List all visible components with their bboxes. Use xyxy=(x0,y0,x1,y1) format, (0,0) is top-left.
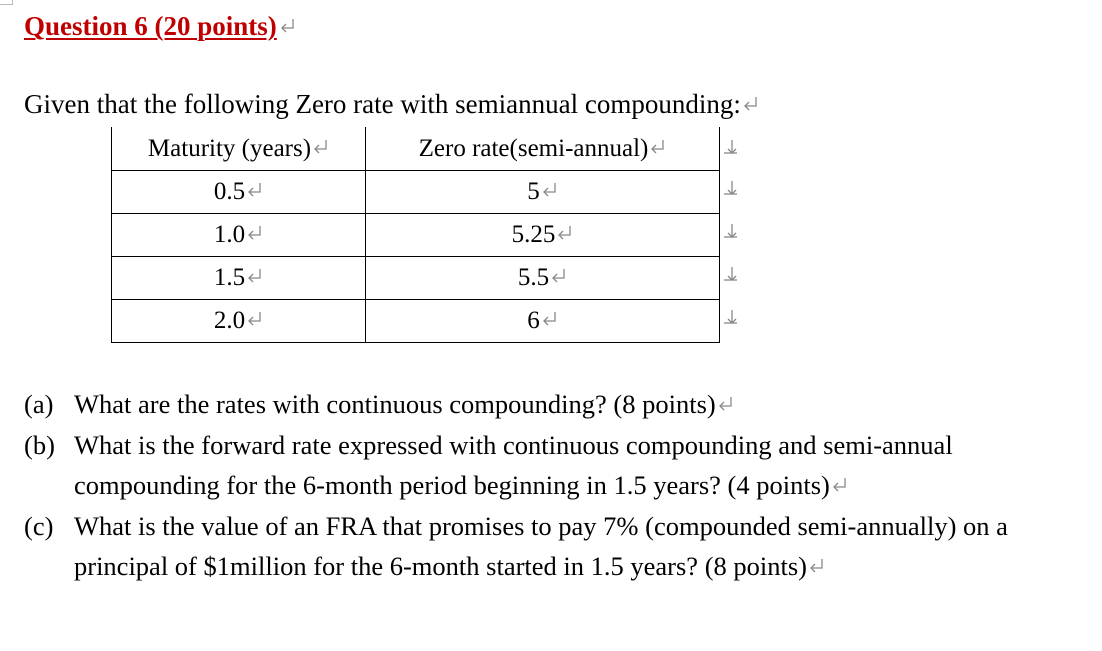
part-label: (b) xyxy=(24,429,55,460)
table-header-row xyxy=(112,127,720,171)
question-parts xyxy=(24,384,1102,587)
zero-rate-table xyxy=(111,127,720,343)
row-end-mark-icon xyxy=(722,139,739,156)
table-row xyxy=(112,214,720,257)
cell-mark-icon xyxy=(246,267,263,284)
table-row xyxy=(112,300,720,343)
part-c xyxy=(24,506,1102,587)
cell-mark-icon xyxy=(246,224,263,241)
table-row xyxy=(112,257,720,300)
question-title: Question 6 (20 points) xyxy=(24,8,296,44)
paragraph-mark-icon xyxy=(742,95,759,112)
cell-maturity: 1.5 xyxy=(112,257,366,300)
cell-maturity: 1.0 xyxy=(112,214,366,257)
cell-mark-icon xyxy=(541,181,558,198)
page-corner-mark xyxy=(0,0,13,5)
header-rate: Zero rate(semi-annual) xyxy=(366,127,720,171)
cell-rate: 5 xyxy=(366,171,720,214)
header-maturity: Maturity (years) xyxy=(112,127,366,171)
cell-mark-icon xyxy=(246,181,263,198)
cell-mark-icon xyxy=(556,224,573,241)
part-text: What is the forward rate expressed with continuous compounding and semi-annual compounding for the 6-month period beginning in 1.5 years? (4 points) xyxy=(74,429,953,500)
part-b xyxy=(24,425,1102,506)
cell-rate: 6 xyxy=(366,300,720,343)
cell-rate: 5.5 xyxy=(366,257,720,300)
cell-mark-icon xyxy=(550,267,567,284)
part-text: What are the rates with continuous compounding? (8 points) xyxy=(74,389,716,419)
row-end-mark-icon xyxy=(722,309,739,326)
intro-text: Given that the following Zero rate with semiannual compounding: xyxy=(24,86,759,122)
part-label: (c) xyxy=(24,510,54,541)
cell-mark-icon xyxy=(246,310,263,327)
paragraph-mark-icon xyxy=(279,17,296,34)
cell-maturity: 0.5 xyxy=(112,171,366,214)
row-end-mark-icon xyxy=(722,266,739,283)
cell-mark-icon xyxy=(312,138,329,155)
cell-mark-icon xyxy=(541,310,558,327)
part-a xyxy=(24,384,1102,425)
paragraph-mark-icon xyxy=(808,557,825,574)
paragraph-mark-icon xyxy=(717,395,734,412)
paragraph-mark-icon xyxy=(831,476,848,493)
row-end-mark-icon xyxy=(722,223,739,240)
part-label: (a) xyxy=(24,389,54,419)
cell-rate: 5.25 xyxy=(366,214,720,257)
table-row xyxy=(112,171,720,214)
row-end-mark-icon xyxy=(722,180,739,197)
cell-maturity: 2.0 xyxy=(112,300,366,343)
part-text: What is the value of an FRA that promises to pay 7% (compounded semi-annually) on a principal of $1million for the 6-month started in 1.5 years? (8 points) xyxy=(74,510,1008,581)
cell-mark-icon xyxy=(649,138,666,155)
